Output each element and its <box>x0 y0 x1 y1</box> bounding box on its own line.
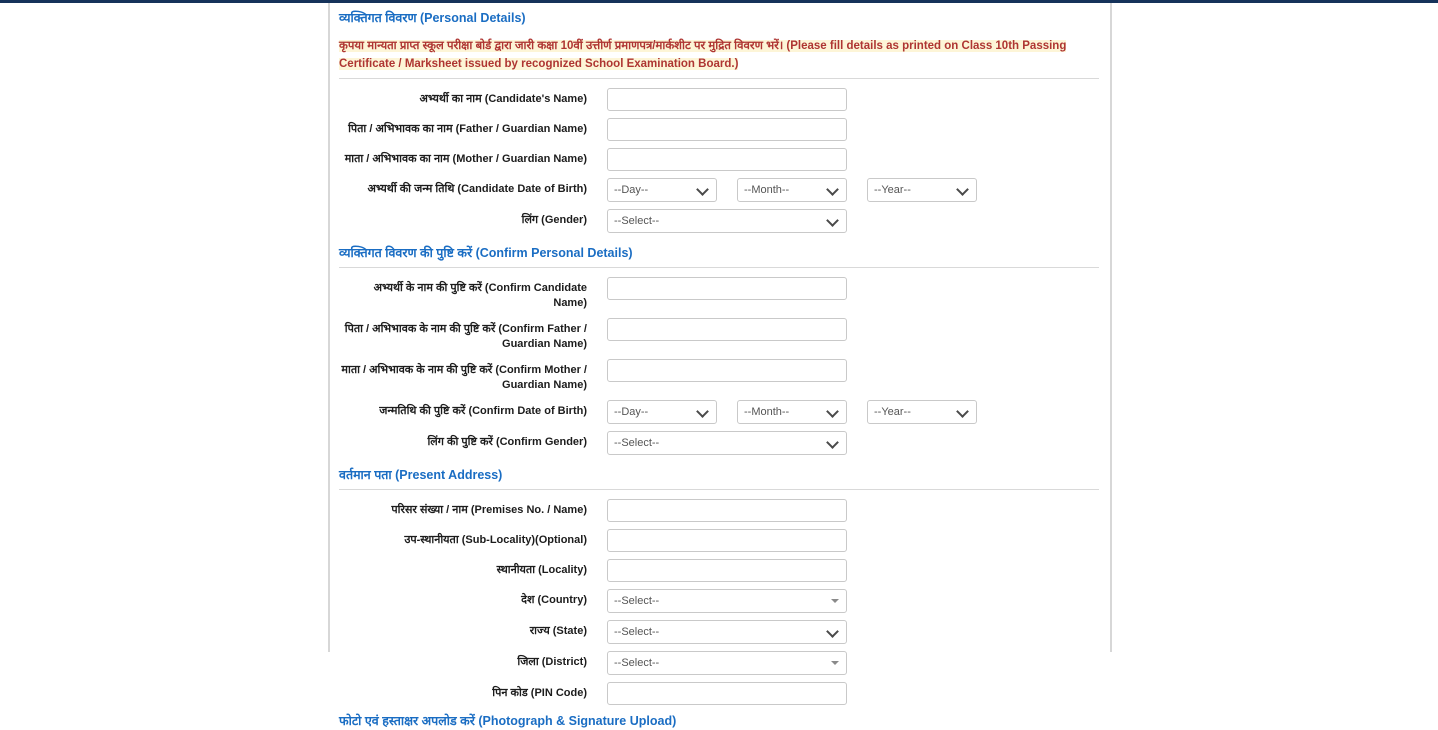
form-row-confirm-mother-name <box>339 359 1097 393</box>
father-name-label: पिता / अभिभावक का नाम (Father / Guardian Name) <box>348 122 587 135</box>
form-row-father-name <box>339 118 1097 141</box>
section-title-present-address: वर्तमान पता (Present Address) <box>339 467 503 482</box>
confirm-mother-name-label: माता / अभिभावक के नाम की पुष्टि करें (Confirm Mother / Guardian Name) <box>341 363 587 391</box>
premises-label: परिसर संख्या / नाम (Premises No. / Name) <box>391 504 587 517</box>
form-row-country <box>339 589 1097 613</box>
confirm-mother-name-input[interactable] <box>607 359 847 382</box>
dob-day-select[interactable] <box>607 178 717 202</box>
form-row-state <box>339 620 1097 644</box>
confirm-father-name-input[interactable] <box>607 318 847 341</box>
form-row-candidate-name <box>339 88 1097 111</box>
confirm-dob-year-select[interactable] <box>867 400 977 424</box>
district-select[interactable] <box>607 651 847 675</box>
sub-locality-input[interactable] <box>607 529 847 552</box>
father-name-input[interactable] <box>607 118 847 141</box>
form-row-confirm-father-name <box>339 318 1097 352</box>
form-row-mother-name <box>339 148 1097 171</box>
mother-name-input[interactable] <box>607 148 847 171</box>
candidate-name-label: अभ्यर्थी का नाम (Candidate's Name) <box>419 92 587 105</box>
pin-code-label: पिन कोड (PIN Code) <box>492 687 587 700</box>
section-divider <box>339 78 1099 79</box>
sub-locality-label: उप-स्थानीयता (Sub-Locality)(Optional) <box>404 534 587 547</box>
dob-year-select[interactable] <box>867 178 977 202</box>
instruction-note-text: कृपया मान्यता प्राप्त स्कूल परीक्षा बोर्ड द्वारा जारी कक्षा 10वीं उत्तीर्ण प्रमाणपत्र/मार्कशीट पर मुद्रित विवरण भरें। (Please fill details as printed on Class 10th Passing Certificate / Marksheet issued by recognized School Examination Board.) <box>339 39 1067 70</box>
confirm-candidate-name-label: अभ्यर्थी के नाम की पुष्टि करें (Confirm Candidate Name) <box>373 282 587 310</box>
dob-month-select[interactable] <box>737 178 847 202</box>
state-select[interactable] <box>607 620 847 644</box>
confirm-gender-select[interactable] <box>607 431 847 455</box>
pin-code-input[interactable] <box>607 682 847 705</box>
section-title-confirm-personal-details: व्यक्तिगत विवरण की पुष्टि करें (Confirm Personal Details) <box>339 245 633 260</box>
form-row-pin-code <box>339 682 1097 705</box>
country-select[interactable] <box>607 589 847 613</box>
form-row-dob <box>339 178 1097 202</box>
country-label: देश (Country) <box>521 594 587 607</box>
application-form-panel <box>328 3 1112 729</box>
section-divider <box>339 267 1099 268</box>
form-row-confirm-dob <box>339 400 1097 424</box>
confirm-dob-day-select[interactable] <box>607 400 717 424</box>
candidate-name-input[interactable] <box>607 88 847 111</box>
section-divider <box>339 489 1099 490</box>
confirm-candidate-name-input[interactable] <box>607 277 847 300</box>
locality-label: स्थानीयता (Locality) <box>496 564 587 577</box>
instruction-note <box>339 36 1099 72</box>
locality-input[interactable] <box>607 559 847 582</box>
form-row-sub-locality <box>339 529 1097 552</box>
form-row-district <box>339 651 1097 675</box>
confirm-gender-label: लिंग की पुष्टि करें (Confirm Gender) <box>427 435 587 448</box>
confirm-dob-label: जन्मतिथि की पुष्टि करें (Confirm Date of Birth) <box>379 404 587 417</box>
gender-select[interactable] <box>607 209 847 233</box>
confirm-father-name-label: पिता / अभिभावक के नाम की पुष्टि करें (Confirm Father / Guardian Name) <box>344 323 587 350</box>
premises-input[interactable] <box>607 499 847 522</box>
form-row-premises <box>339 499 1097 522</box>
section-title-personal-details: व्यक्तिगत विवरण (Personal Details) <box>339 11 526 25</box>
form-row-confirm-gender <box>339 431 1097 455</box>
form-row-gender <box>339 209 1097 233</box>
gender-label: लिंग (Gender) <box>521 213 587 226</box>
section-title-photo-signature: फोटो एवं हस्ताक्षर अपलोड करें (Photograph & Signature Upload) <box>339 714 677 729</box>
form-row-confirm-candidate-name <box>339 277 1097 311</box>
mother-name-label: माता / अभिभावक का नाम (Mother / Guardian Name) <box>344 152 587 165</box>
state-label: राज्य (State) <box>529 625 587 638</box>
dob-label: अभ्यर्थी की जन्म तिथि (Candidate Date of Birth) <box>367 182 587 195</box>
form-row-locality <box>339 559 1097 582</box>
district-label: जिला (District) <box>517 656 587 669</box>
confirm-dob-month-select[interactable] <box>737 400 847 424</box>
